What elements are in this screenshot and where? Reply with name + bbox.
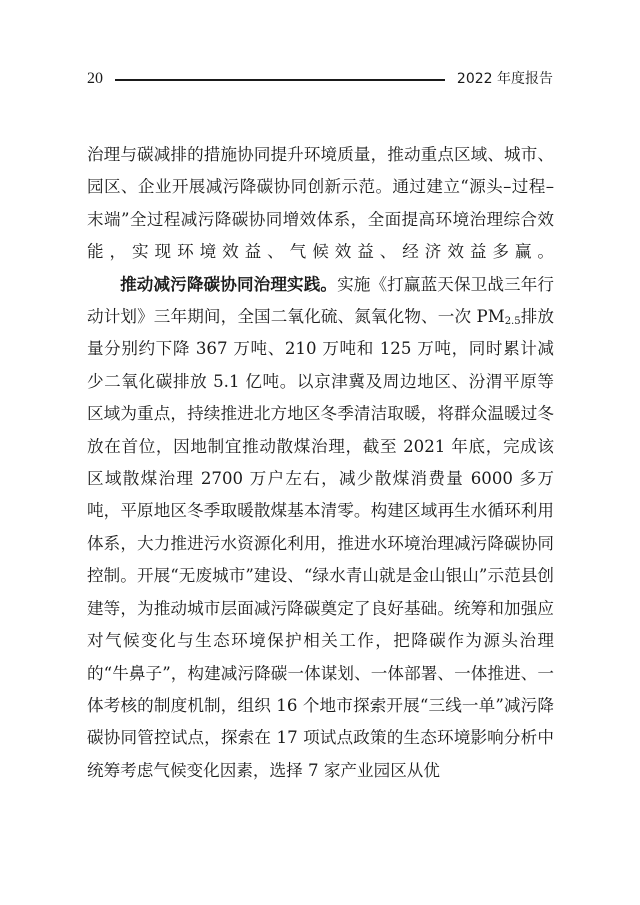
paragraph-1-text: 治理与碳减排的措施协同提升环境质量，推动重点区域、城市、园区、企业开展减污降碳协同创新示范。通过建立“源头–过程–末端”全过程减污降碳协同增效体系，全面提高环境治理综合效能，实现环境效益、气候效益、经济效益多赢。	[87, 145, 554, 262]
paragraph-2	[87, 269, 554, 788]
paragraph-2-text-before: 实施《打赢蓝天保卫战三年行动计划》三年期间，全国二氧化硫、氮氧化物、一次 PM	[87, 274, 555, 327]
paragraph-1	[87, 139, 554, 269]
header-rule	[115, 79, 445, 81]
paragraph-2-text-after: 排放量分别约下降 367 万吨、210 万吨和 125 万吨，同时累计减少二氧化碳排放 5.1 亿吨。以京津冀及周边地区、汾渭平原等区域为重点，持续推进北方地区冬季清洁取暖，将群众温暖过冬放在首位，因地制宜推动散煤治理，截至 2021 年底，完成该区域散煤治理 2700 万户左右，减少散煤消费量 6000 多万吨，平原地区冬季取暖散煤基本清零。构建区域再生水循环利用体系，大力推进污水资源化利用，推进水环境治理减污降碳协同控制。开展“无废城市”建设、“绿水青山就是金山银山”示范县创建等，为推动城市层面减污降碳奠定了良好基础。统筹和加强应对气候变化与生态环境保护相关工作，把降碳作为源头治理的“牛鼻子”，构建减污降碳一体谋划、一体部署、一体推进、一体考核的制度机制，组织 16 个地市探索开展“三线一单”减污降碳协同管控试点，探索在 17 项试点政策的生态环境影响分析中统筹考虑气候变化因素，选择 7 家产业园区从优	[87, 307, 554, 780]
paragraph-2-lead: 推动减污降碳协同治理实践。	[120, 274, 338, 294]
report-title: 2022 年度报告	[456, 71, 553, 87]
pm-subscript: 2.5	[504, 316, 521, 328]
page-header	[87, 68, 553, 90]
body-text	[87, 139, 554, 787]
page-number: 20	[87, 70, 103, 87]
